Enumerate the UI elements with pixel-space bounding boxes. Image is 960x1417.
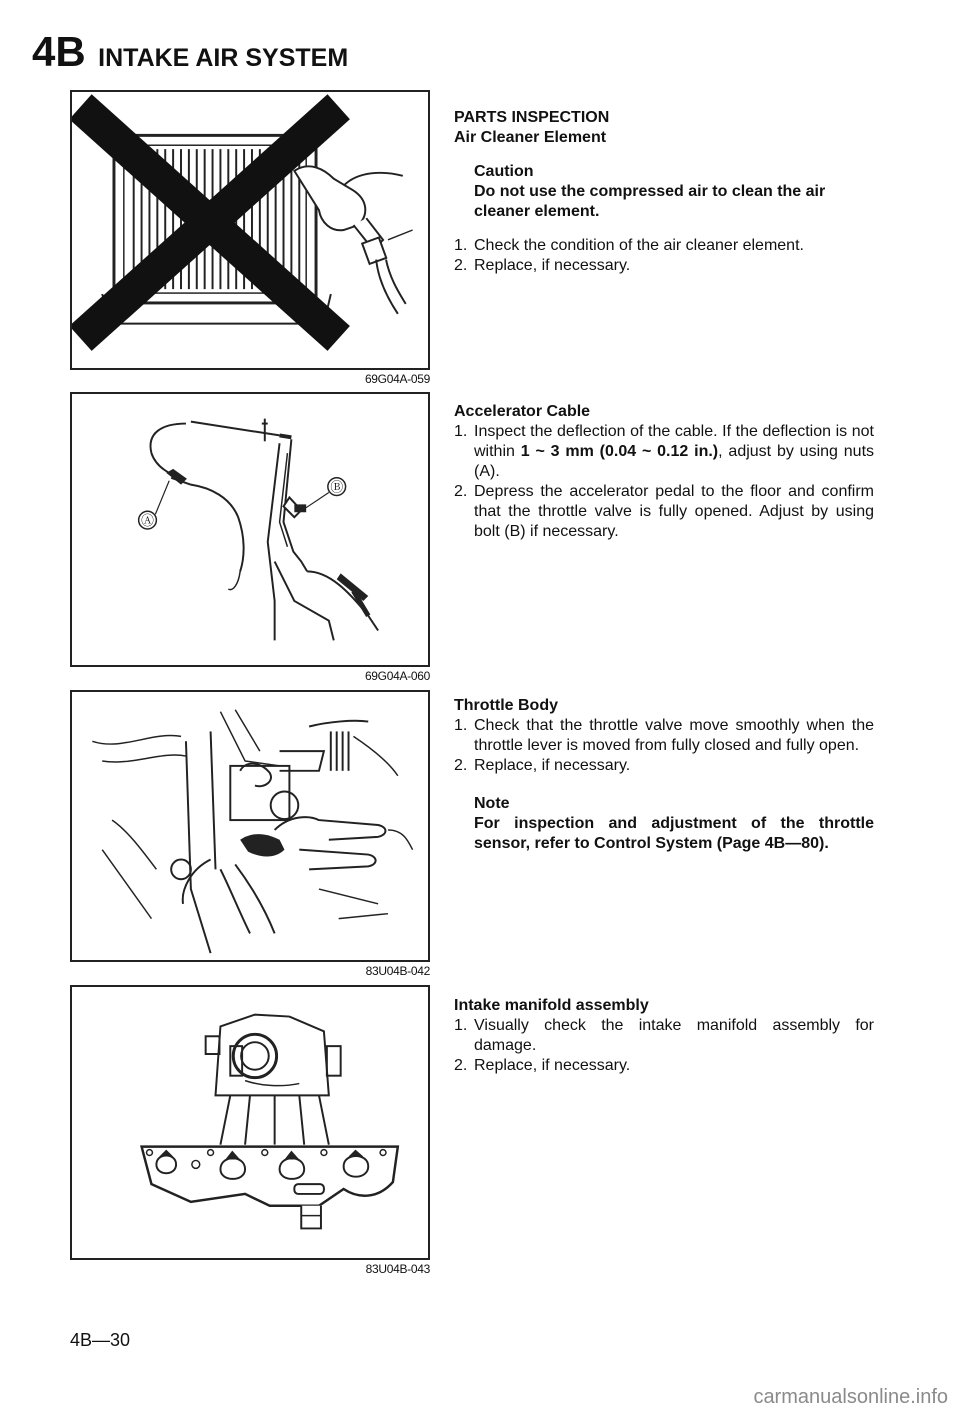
throttle-steps xyxy=(454,716,874,776)
list-item: 1. Inspect the deflection of the cable. If the deflection is not within 1 ~ 3 mm (0.04 ~ 0.12 in.), adjust by using nuts (A). xyxy=(454,423,875,480)
throttle-body-illustration xyxy=(72,692,428,960)
watermark-footer: carmanualsonline.info xyxy=(753,1386,948,1408)
figure-code-3: 83U04B-042 xyxy=(365,964,430,978)
throttle-heading: Throttle Body xyxy=(454,697,558,714)
list-item: 2. Replace, if necessary. xyxy=(454,757,631,774)
deflection-spec: 1 ~ 3 mm (0.04 ~ 0.12 in.) xyxy=(520,443,719,460)
section-accelerator-cable xyxy=(454,402,874,542)
note-title: Note xyxy=(474,795,510,812)
figure-code-1: 69G04A-059 xyxy=(364,372,430,386)
section-throttle-body xyxy=(454,696,874,854)
accelerator-steps xyxy=(454,422,874,542)
note-box xyxy=(474,794,874,854)
air-cleaner-illustration xyxy=(72,92,428,368)
page-number: 4B—30 xyxy=(70,1330,131,1350)
caution-box xyxy=(474,162,874,222)
label-a: Ⓐ xyxy=(141,513,154,529)
list-item: 2. Replace, if necessary. xyxy=(454,257,631,274)
caution-title: Caution xyxy=(474,163,534,180)
figure-air-cleaner xyxy=(70,90,430,370)
list-item: 1. Check that the throttle valve move smoothly when the throttle lever is moved from fully closed and fully open. xyxy=(454,717,874,754)
list-item: 1. Visually check the intake manifold assembly for damage. xyxy=(454,1017,874,1054)
list-item: 2. Depress the accelerator pedal to the floor and confirm that the throttle valve is fully opened. Adjust by using bolt (B) if necessary. xyxy=(454,483,874,540)
label-b: Ⓑ xyxy=(330,479,344,495)
parts-inspection-heading: PARTS INSPECTION xyxy=(454,109,610,126)
list-item: 2. Replace, if necessary. xyxy=(454,1057,631,1074)
list-item: 1. Check the condition of the air cleaner element. xyxy=(454,237,804,254)
figure-accelerator-cable xyxy=(70,392,430,667)
figure-code-4: 83U04B-043 xyxy=(365,1262,430,1276)
figure-throttle-body xyxy=(70,690,430,962)
intake-manifold-illustration xyxy=(72,987,428,1258)
manifold-steps xyxy=(454,1016,874,1076)
figure-code-2: 69G04A-060 xyxy=(364,669,430,683)
note-text: For inspection and adjustment of the throttle sensor, refer to Control System (Page 4B—80). xyxy=(474,815,874,852)
caution-text: Do not use the compressed air to clean the air cleaner element. xyxy=(474,183,826,220)
page-header xyxy=(32,28,348,76)
section-air-cleaner xyxy=(454,108,874,276)
section-title: INTAKE AIR SYSTEM xyxy=(98,44,349,72)
section-number: 4B xyxy=(32,28,86,75)
accelerator-heading: Accelerator Cable xyxy=(454,403,591,420)
manifold-heading: Intake manifold assembly xyxy=(454,997,649,1014)
figure-intake-manifold xyxy=(70,985,430,1260)
air-cleaner-steps xyxy=(454,236,874,276)
accelerator-cable-illustration xyxy=(72,394,428,665)
air-cleaner-heading: Air Cleaner Element xyxy=(454,129,607,146)
section-intake-manifold xyxy=(454,996,874,1076)
